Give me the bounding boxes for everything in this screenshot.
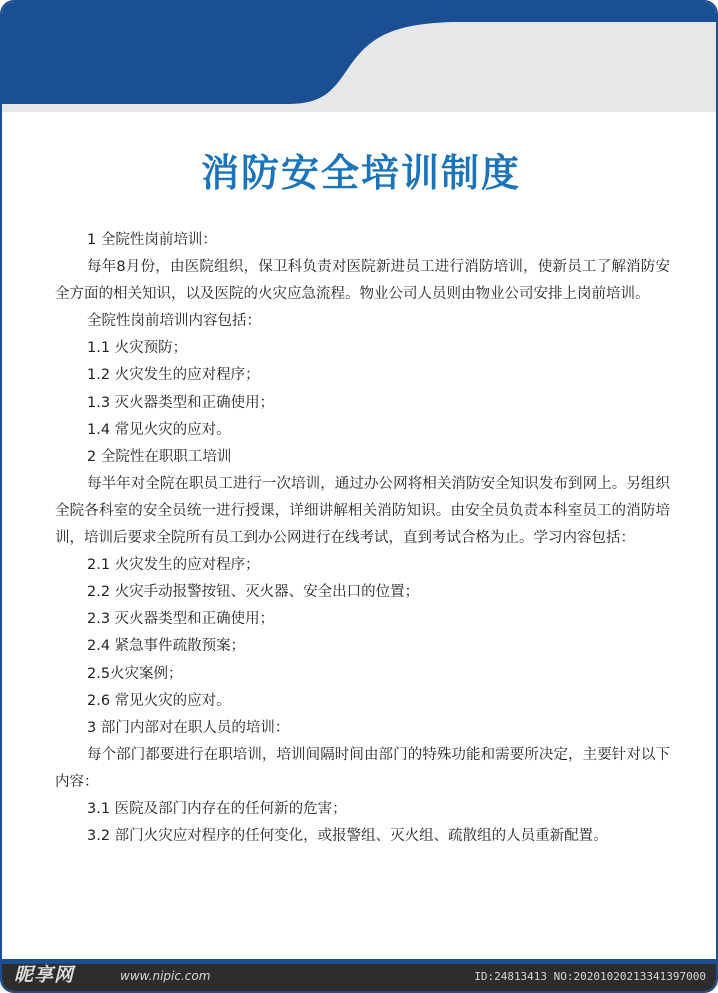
list-item: 2.4 紧急事件疏散预案； (87, 638, 246, 655)
list-item: 2.2 火灾手动报警按钮、灭火器、安全出口的位置； (87, 584, 420, 601)
list-item: 2.5火灾案例； (87, 665, 183, 682)
list-item: 1.2 火灾发生的应对程序； (87, 367, 260, 384)
list-item: 1.1 火灾预防； (87, 340, 188, 357)
section-paragraph: 每半年对全院在职员工进行一次培训，通过办公网将相关消防安全知识发布到网上。另组织全院各科室的安全员统一进行授课，详细讲解相关消防知识。由安全员负责本科室员工的消防培训，培训后要求全院所有员工到办公网进行在线考试，直到考试合格为止。学习内容包括： (55, 475, 670, 547)
section-paragraph: 每年8月份，由医院组织，保卫科负责对医院新进员工进行消防培训，使新员工了解消防安全方面的相关知识，以及医院的火灾应急流程。物业公司人员则由物业公司安排上岗前培训。 (55, 259, 670, 303)
section-subheading: 全院性岗前培训内容包括： (87, 313, 261, 330)
header-banner (2, 2, 718, 112)
watermark-logo: 昵享网 (14, 964, 75, 986)
list-item: 1.3 灭火器类型和正确使用； (87, 394, 275, 411)
list-item: 3.2 部门火灾应对程序的任何变化，或报警组、灭火组、疏散组的人员重新配置。 (87, 828, 608, 845)
section-paragraph: 每个部门都要进行在职培训，培训间隔时间由部门的特殊功能和需要所决定，主要针对以下内容： (55, 746, 670, 790)
document-title: 消防安全培训制度 (200, 151, 521, 195)
document-body (55, 227, 670, 850)
section-heading: 2 全院性在职职工培训 (87, 448, 232, 465)
list-item: 2.6 常见火灾的应对。 (87, 692, 231, 709)
section-heading: 3 部门内部对在职人员的培训： (87, 719, 290, 736)
list-item: 2.3 灭火器类型和正确使用； (87, 611, 275, 628)
section-heading: 1 全院性岗前培训： (87, 232, 217, 248)
list-item: 3.1 医院及部门内存在的任何新的危害； (87, 800, 347, 817)
watermark-id: ID:24813413 NO:20201020213341397000 (474, 970, 706, 983)
footer-accent-line (2, 959, 718, 964)
watermark-site: www.nipic.com (120, 969, 211, 983)
list-item: 1.4 常见火灾的应对。 (87, 421, 231, 438)
watermark-bar (2, 959, 718, 991)
list-item: 2.1 火灾发生的应对程序； (87, 557, 260, 574)
